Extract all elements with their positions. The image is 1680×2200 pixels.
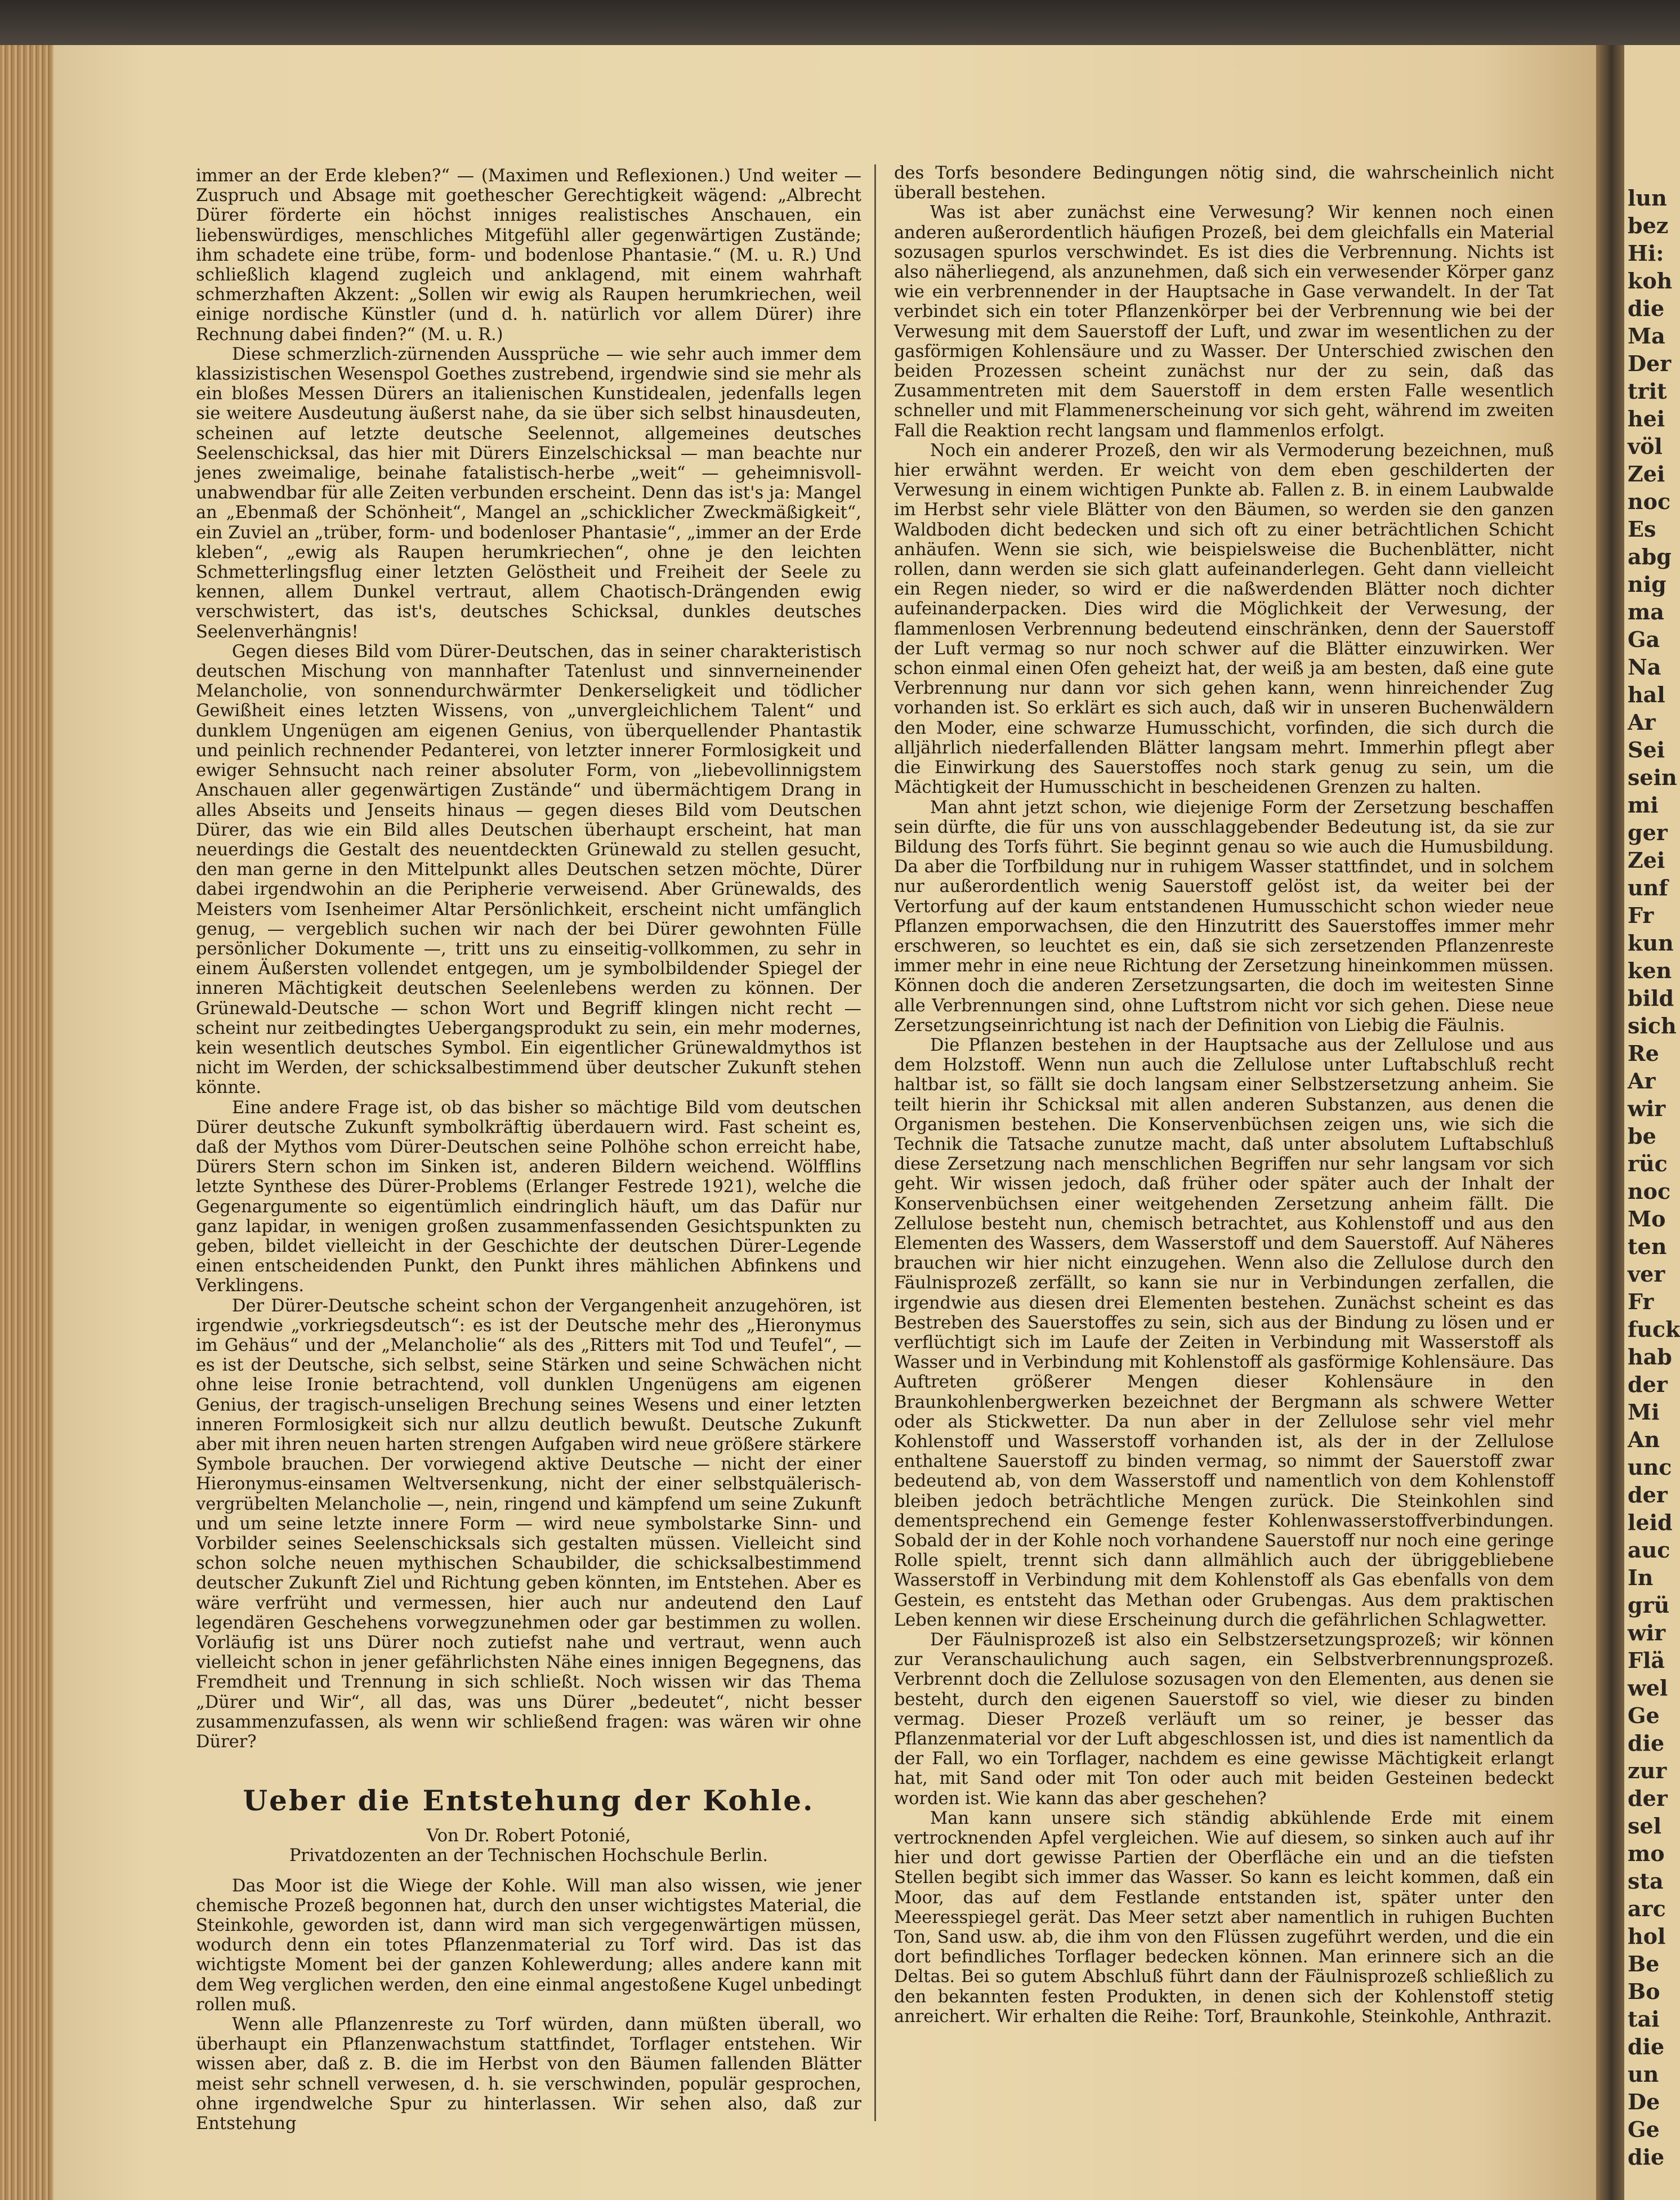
next-page-word-fragment: Sei bbox=[1628, 737, 1665, 762]
next-page-word-fragment: kun bbox=[1628, 930, 1674, 956]
next-page-word-fragment: Re bbox=[1628, 1041, 1659, 1066]
next-page-word-fragment: Ga bbox=[1628, 627, 1660, 652]
paragraph: Was ist aber zunächst eine Verwesung? Wir kennen noch einen anderen außerordentlich häufigen Prozeß, bei dem gleichfalls ein Material sozusagen spurlos verschwindet. Es ist dies die Verbrennung. Nichts ist also näherliegend, als anzunehmen, daß sich ein verwesender Körper ganz wie ein verbrennender in der Hauptsache in Gase verwandelt. In der Tat verbindet sich ein toter Pflanzenkörper bei der Verbrennung wie bei der Verwesung mit dem Sauerstoff der Luft, und zwar im wesentlichen zu der gasförmigen Kohlensäure und zu Wasser. Der Unterschied zwischen den beiden Prozessen scheint zunächst nur der zu sein, daß das Zusammentreten mit dem Sauerstoff in dem ersten Falle wesentlich schneller und mit Flammenerscheinung vor sich geht, während im zweiten Fall die Reaktion recht langsam und flammenlos erfolgt. bbox=[894, 203, 1554, 441]
next-page-word-fragment: ger bbox=[1628, 820, 1668, 845]
next-page-word-fragment: sel bbox=[1628, 1813, 1662, 1838]
next-page-word-fragment: unf bbox=[1628, 875, 1668, 900]
next-page-fragment bbox=[1624, 45, 1680, 2200]
paragraph: Man kann unsere sich ständig abkühlende Erde mit einem vertrocknenden Apfel vergleichen. Wie auf diesem, so sinken auch auf ihr hier und dort gewisse Partien der Oberfläche ein und an die tiefsten Stellen begibt sich immer das Wasser. So kann es leicht kommen, daß ein Moor, das auf dem Festlande entstanden ist, später unter den Meeresspiegel gerät. Das Meer setzt aber namentlich in ruhigen Buchten Ton, Sand usw. ab, die ihm von den Flüssen zugeführt werden, und die ein dort befindliches Torflager bedecken können. Man erinnere sich an die Deltas. Bei so gutem Abschluß führt dann der Fäulnisprozeß schließlich zu den bekannten festen Produkten, in denen sich der Kohlenstoff stetig anreichert. Wir erhalten die Reihe: Torf, Braunkohle, Steinkohle, Anthrazit. bbox=[894, 1808, 1554, 2027]
next-page-word-fragment: Ma bbox=[1628, 323, 1665, 349]
next-page-word-fragment: der bbox=[1628, 1482, 1668, 1507]
paragraph: Noch ein anderer Prozeß, den wir als Vermoderung bezeichnen, muß hier erwähnt werden. Er weicht von dem eben geschilderten der Verwesung in einem wichtigen Punkte ab. Fallen z. B. in einem Laubwalde im Herbst sehr viele Blätter von den Bäumen, so werden sie den ganzen Waldboden dicht bedecken und sich oft zu einer beträchtlichen Schicht anhäufen. Wenn sie sich, wie beispielsweise die Buchenblätter, nicht rollen, dann werden sie sich glatt aufeinanderlegen. Geht dann vielleicht ein Regen nieder, so wird er die naßwerdenden Blätter noch dichter aufeinanderpacken. Dies wird die Möglichkeit der Verwesung, der flammenlosen Verbrennung bedeutend einschränken, denn der Sauerstoff der Luft vermag so nur noch schwer auf die Blätter einzuwirken. Wer schon einmal einen Ofen geheizt hat, der weiß ja am besten, daß eine gute Verbrennung nur dann vor sich gehen kann, wenn hinreichender Zug vorhanden ist. So erklärt es sich auch, daß wir in unseren Buchenwäldern den Moder, eine schwarze Humusschicht, vorfinden, die sich durch die alljährlich niederfallenden Blätter langsam mehrt. Immerhin pflegt aber die Einwirkung des Sauerstoffes noch stark genug zu sein, um die Mächtigkeit der Humusschicht in bescheidenen Grenzen zu halten. bbox=[894, 440, 1554, 798]
next-page-word-fragment: Be bbox=[1628, 1951, 1660, 1976]
next-page-word-fragment: sta bbox=[1628, 1868, 1664, 1894]
paragraph: Die Pflanzen bestehen in der Hauptsache aus der Zellulose und aus dem Holzstoff. Wenn nun auch die Zellulose unter Luftabschluß recht haltbar ist, so fällt sie doch langsam einer Selbstzersetzung anheim. Sie teilt hierin ihr Schicksal mit allen anderen Substanzen, aus denen die Organismen bestehen. Die Konservenbüchsen zeigen uns, wie sich die Technik die Tatsache zunutze macht, daß unter absolutem Luftabschluß diese Zersetzung nach menschlichen Begriffen nur sehr langsam vor sich geht. Wir wissen jedoch, daß früher oder später auch der Inhalt der Konservenbüchsen einer weitgehenden Zersetzung anheim fällt. Die Zellulose besteht nun, chemisch betrachtet, aus Kohlenstoff und aus den Elementen des Wassers, dem Wasserstoff und dem Sauerstoff. Auf Näheres brauchen wir hier nicht einzugehen. Wenn also die Zellulose durch den Fäulnisprozeß zerfällt, so kann sie nur in Verbindungen zerfallen, die irgendwie aus diesen drei Elementen bestehen. Zunächst scheint es das Bestreben des Sauerstoffes zu sein, sich aus der Bindung zu lösen und er verflüchtigt sich im Laufe der Zeiten in Verbindung mit Wasserstoff als Wasser und in Verbindung mit Kohlenstoff als gasförmige Kohlensäure. Das Auftreten größerer Mengen dieser Kohlensäure in den Braunkohlenbergwerken bezeichnet der Bergmann als schwere Wetter oder als Stickwetter. Da nun aber in der Zellulose sehr viel mehr Kohlenstoff und Wasserstoff vorhanden ist, als der in der Zellulose enthaltene Sauerstoff zu binden vermag, so nimmt der Sauerstoff zwar bedeutend ab, von dem Wasserstoff und namentlich von dem Kohlenstoff bleiben jedoch beträchtliche Mengen zurück. Die Steinkohlen sind dementsprechend ein Gemenge fester Kohlenwasserstoffverbindungen. Sobald der in der Kohle noch vorhandene Sauerstoff nur noch eine geringe Rolle spielt, trennt sich dann allmählich auch der übriggebliebene Wasserstoff in Verbindung mit dem Kohlenstoff als Gas ebenfalls von dem Gestein, es entsteht das Methan oder Grubengas. Aus dem praktischen Leben kennen wir diese Erscheinung durch die gefährlichen Schlagwetter. bbox=[894, 1035, 1554, 1630]
next-page-word-fragment: hei bbox=[1628, 406, 1665, 431]
right-column bbox=[894, 163, 1554, 2027]
book-gutter bbox=[1596, 45, 1624, 2200]
next-page-word-fragment: Ar bbox=[1628, 709, 1656, 735]
paragraph: Gegen dieses Bild vom Dürer-Deutschen, das in seiner charakteristisch deutschen Mischung von mannhafter Tatenlust und sinnverneinender Melancholie, von sonnendurchwärmter Denkerseligkeit und tödlicher Gewißheit eines letzten Wissens, von „unvergleichlichem Talent“ und dunklem Ungenügen am eigenen Genius, von überquellender Phantastik und peinlich rechnender Pedanterei, von letzter innerer Formlosigkeit und ewiger Sehnsucht nach reiner absoluter Form, von „liebevollinnigstem Anschauen aller gegenwärtigen Zustände“ und übermächtigem Drang in alles Abseits und Jenseits hinaus — gegen dieses Bild vom Deutschen Dürer, das wie ein Bild alles Deutschen überhaupt erscheint, hat man neuerdings die Gestalt des neuentdeckten Grünewald zu stellen gesucht, den man gerne in den Mittelpunkt alles Deutschen setzen möchte, Dürer dabei irgendwohin an die Peripherie verweisend. Aber Grünewalds, des Meisters vom Isenheimer Altar Persönlichkeit, erscheint nicht umfänglich genug, — vergeblich suchen wir nach der bei Dürer gewohnten Fülle persönlicher Dokumente —, tritt uns zu einseitig-vollkommen, zu sehr in einem Äußersten vollendet entgegen, um je symbolbildender Spiegel der inneren Mächtigkeit deutschen Seelenlebens werden zu können. Der Grünewald-Deutsche — schon Wort und Begriff klingen nicht recht — scheint nur zeitbedingtes Uebergangsprodukt zu sein, ein mehr modernes, kein wesentlich deutsches Symbol. Ein eigentlicher Grünewaldmythos ist nicht im Werden, der schicksalbestimmend über deutscher Zukunft stehen könnte. bbox=[196, 641, 861, 1098]
next-page-word-fragment: nig bbox=[1628, 572, 1666, 597]
next-page-word-fragment: ver bbox=[1628, 1261, 1665, 1287]
next-page-word-fragment: die bbox=[1628, 2034, 1665, 2059]
paragraph: des Torfs besondere Bedingungen nötig sind, die wahrscheinlich nicht überall bestehen. bbox=[894, 163, 1554, 203]
next-page-word-fragment: Fr bbox=[1628, 1289, 1654, 1314]
next-page-word-fragment: rüc bbox=[1628, 1151, 1668, 1176]
next-page-word-fragment: Flä bbox=[1628, 1648, 1665, 1673]
next-page-word-fragment: fuck bbox=[1628, 1317, 1680, 1342]
next-page-word-fragment: Ar bbox=[1628, 1068, 1656, 1094]
next-page-word-fragment: Zei bbox=[1628, 847, 1665, 873]
next-page-word-fragment: Ge bbox=[1628, 2117, 1660, 2142]
next-page-word-fragment: An bbox=[1628, 1427, 1660, 1452]
next-page-word-fragment: be bbox=[1628, 1123, 1656, 1149]
left-column bbox=[196, 166, 861, 2134]
next-page-word-fragment: trit bbox=[1628, 378, 1667, 404]
next-page-word-fragment: In bbox=[1628, 1565, 1654, 1590]
next-page-word-fragment: Es bbox=[1628, 516, 1656, 542]
next-page-word-fragment: ten bbox=[1628, 1234, 1667, 1259]
next-page-word-fragment: abg bbox=[1628, 544, 1672, 569]
next-page-word-fragment: sein bbox=[1628, 765, 1677, 790]
next-page-word-fragment: bez bbox=[1628, 213, 1669, 238]
article-affiliation: Privatdozenten an der Technischen Hochschule Berlin. bbox=[289, 1846, 768, 1866]
next-page-word-fragment: tai bbox=[1628, 2006, 1660, 2032]
next-page-word-fragment: der bbox=[1628, 1372, 1668, 1397]
next-page-word-fragment: ken bbox=[1628, 958, 1672, 983]
column-divider bbox=[874, 164, 876, 2121]
next-page-word-fragment: sich bbox=[1628, 1013, 1677, 1038]
next-page-word-fragment: völ bbox=[1628, 434, 1663, 459]
paragraph: Diese schmerzlich-zürnenden Aussprüche — wie sehr auch immer dem klassizistischen Wesenspol Goethes zustrebend, irgendwie sind sie mehr als ein bloßes Messen Dürers an italienischen Kunstidealen, jedenfalls legen sie weitere Ausdeutung äußerst nahe, da sie über sich selbst hinausdeuten, scheinen auf letzte deutsche Seelennot, allgemeines deutsches Seelenschicksal, das hier mit Dürers Einzelschicksal — man beachte nur jenes zweimalige, beinahe fatalistisch-herbe „weit“ — geheimnisvoll-unabwendbar für alle Zeiten verbunden erscheint. Denn das ist's ja: Mangel an „Ebenmaß der Schönheit“, Mangel an „schicklicher Zweckmäßigkeit“, ein Zuviel an „trüber, form- und bodenloser Phantasie“, „immer an der Erde kleben“, „ewig als Raupen herumkriechen“, ohne je den leichten Schmetterlingsflug einer letzten Gelöstheit und Freiheit der Seele zu kennen, allem Dunkel vertraut, allem Chaotisch-Drängenden ewig verschwistert, das ist's, deutsches Schicksal, dunkles deutsches Seelenverhängnis! bbox=[196, 344, 861, 642]
next-page-word-fragment: mo bbox=[1628, 1841, 1665, 1866]
paragraph: Eine andere Frage ist, ob das bisher so mächtige Bild vom deutschen Dürer deutsche Zukunft symbolkräftig überdauern wird. Fast scheint es, daß der Mythos vom Dürer-Deutschen seine Polhöhe schon erreicht habe, Dürers Stern schon im Sinken ist, anderen Bildern weichend. Wölfflins letzte Synthese des Dürer-Problems (Erlanger Festrede 1921), welche die Gegenargumente so eigentümlich eindringlich häuft, um das Dafür nur ganz lapidar, in wenigen großen zusammenfassenden Gesichtspunkten zu geben, bildet vielleicht in der Geschichte der deutschen Dürer-Legende einen entscheidenden Punkt, den Punkt ihres mählichen Abfinkens und Verklingens. bbox=[196, 1097, 861, 1296]
book-top-shadow bbox=[0, 0, 1680, 51]
next-page-word-fragment: Zei bbox=[1628, 461, 1665, 487]
next-page-word-fragment: zur bbox=[1628, 1758, 1667, 1783]
next-page-word-fragment: Der bbox=[1628, 351, 1672, 376]
article-header bbox=[196, 1783, 861, 1866]
next-page-word-fragment: bild bbox=[1628, 985, 1674, 1011]
next-page-word-fragment: lun bbox=[1628, 185, 1667, 211]
next-page-word-fragment: De bbox=[1628, 2089, 1660, 2114]
paragraph: Man ahnt jetzt schon, wie diejenige Form der Zersetzung beschaffen sein dürfte, die für uns von ausschlaggebender Bedeutung ist, da sie zur Bildung des Torfs führt. Sie beginnt genau so wie auch die Humusbildung. Da aber die Torfbildung nur in ruhigem Wasser stattfindet, und in solchem nur außerordentlich wenig Sauerstoff gelöst ist, da weiter bei der Vertorfung auf der kaum entstandenen Humusschicht schon wieder neue Pflanzen emporwachsen, die den Hinzutritt des Sauerstoffes immer mehr erschweren, so leuchtet es ein, daß sie sich zersetzenden Pflanzenreste immer mehr in eine neue Richtung der Zersetzung hineinkommen müssen. Können doch die anderen Zersetzungsarten, die doch im weitesten Sinne alle Verbrennungen sind, ohne Luftstrom nicht vor sich gehen. Diese neue Zersetzungseinrichtung ist nach der Definition von Liebig die Fäulnis. bbox=[894, 797, 1554, 1036]
paragraph: Das Moor ist die Wiege der Kohle. Will man also wissen, wie jener chemische Prozeß begonnen hat, durch den unser wichtigstes Material, die Steinkohle, geworden ist, dann wird man sich vergegenwärtigen müssen, wodurch denn ein totes Pflanzenmaterial zu Torf wird. Das ist das wichtigste Moment bei der ganzen Kohlewerdung; alles andere kann mit dem Weg verglichen werden, den eine einmal angestoßene Kugel unbedingt rollen muß. bbox=[196, 1876, 861, 2015]
next-page-word-fragment: hol bbox=[1628, 1924, 1666, 1949]
next-page-word-fragment: leid bbox=[1628, 1510, 1673, 1535]
next-page-word-fragment: auc bbox=[1628, 1537, 1670, 1563]
next-page-word-fragment: noc bbox=[1628, 1179, 1671, 1204]
next-page-word-fragment: hal bbox=[1628, 682, 1665, 707]
article-byline: Von Dr. Robert Potonié, bbox=[426, 1826, 631, 1846]
paragraph: Der Fäulnisprozeß ist also ein Selbstzersetzungsprozeß; wir können zur Veranschaulichung auch sagen, ein Selbstverbrennungsprozeß. Verbrennt doch die Zellulose sozusagen von den Elementen, aus denen sie besteht, durch den eigenen Sauerstoff so viel, wie dieser zu binden vermag. Dieser Prozeß verläuft um so reiner, je besser das Pflanzenmaterial vor der Luft abgeschlossen ist, und dies ist namentlich da der Fall, wo ein Torflager, nachdem es eine gewisse Mächtigkeit erlangt hat, mit Sand oder mit Ton oder auch mit beiden Gesteinen bedeckt worden ist. Wie kann das aber geschehen? bbox=[894, 1630, 1554, 1809]
next-page-word-fragment: Ge bbox=[1628, 1703, 1660, 1728]
next-page-word-fragment: wel bbox=[1628, 1675, 1668, 1701]
paragraph: immer an der Erde kleben?“ — (Maximen und Reflexionen.) Und weiter — Zuspruch und Absage mit goethescher Gerechtigkeit wägend: „Albrecht Dürer förderte ein höchst inniges realistisches Anschauen, ein liebenswürdiges, menschliches Mitgefühl aller gegenwärtigen Zustände; ihm schadete eine trübe, form- und bodenlose Phantasie.“ (M. u. R.) Und schließlich klagend zugleich und anklagend, mit einem wahrhaft schmerzhaften Akzent: „Sollen wir ewig als Raupen herumkriechen, weil einige nordische Künstler (und d. h. natürlich vor allem Dürer) ihre Rechnung dabei finden?“ (M. u. R.) bbox=[196, 166, 861, 345]
next-page-word-fragment: ma bbox=[1628, 599, 1664, 624]
next-page-word-fragment: die bbox=[1628, 1730, 1665, 1756]
next-page-word-fragment: Na bbox=[1628, 654, 1661, 680]
next-page-word-fragment: wir bbox=[1628, 1620, 1666, 1645]
paragraph: Wenn alle Pflanzenreste zu Torf würden, dann müßten überall, wo überhaupt ein Pflanzenwachstum stattfindet, Torflager entstehen. Wir wissen aber, daß z. B. die im Herbst von den Bäumen fallenden Blätter meist sehr schnell verwesen, d. h. sie verschwinden, populär gesprochen, ohne irgendwelche Spur zu hinterlassen. Wir sehen also, daß zur Entstehung bbox=[196, 2015, 861, 2134]
next-page-word-fragment: Bo bbox=[1628, 1979, 1660, 2004]
next-page-word-fragment: noc bbox=[1628, 489, 1671, 514]
next-page-word-fragment: die bbox=[1628, 2144, 1665, 2170]
next-page-word-fragment: Mo bbox=[1628, 1206, 1666, 1231]
next-page-word-fragment: koh bbox=[1628, 268, 1673, 293]
next-page-word-fragment: grü bbox=[1628, 1592, 1670, 1618]
next-page-word-fragment: un bbox=[1628, 2061, 1659, 2087]
next-page-word-fragment: Hi: bbox=[1628, 240, 1664, 266]
next-page-word-fragment: arc bbox=[1628, 1896, 1666, 1921]
book-page-edges bbox=[0, 45, 53, 2200]
paragraph: Der Dürer-Deutsche scheint schon der Vergangenheit anzugehören, ist irgendwie „vorkriegsdeutsch“: es ist der Deutsche mehr des „Hieronymus im Gehäus“ und der „Melancholie“ als des „Ritters mit Tod und Teufel“, — es ist der Deutsche, sich selbst, seine Stärken und seine Schwächen nicht ohne leise Ironie betrachtend, voll dunklen Ungenügens am eigenen Genius, der tragisch-unseligen Brechung seines Wesens und einer letzten inneren Formlosigkeit sich nur allzu deutlich bewußt. Deutsche Zukunft aber mit ihren neuen harten strengen Aufgaben wird neue größere stärkere Symbole brauchen. Der vorwiegend aktive Deutsche — nicht der einer Hieronymus-einsamen Weltversenkung, nicht der einer selbstquälerisch-vergrübelten Melancholie —, nein, ringend und kämpfend um seine Zukunft und um seine letzte innere Form — wird neue symbolstarke Sinn- und Vorbilder seines Seelenschicksals sich gestalten müssen. Vielleicht sind schon solche neuen mythischen Schaubilder, die schicksalbestimmend deutscher Zukunft Ziel und Richtung geben könnten, im Entstehen. Aber es wäre verfrüht und vermessen, hier auch nur andeutend den Lauf legendären Geschehens vorwegzunehmen oder gar bestimmen zu wollen. Vorläufig ist uns Dürer noch zutiefst nahe und vertraut, wenn auch vielleicht schon in jener gefährlichsten Nähe eines innigen Begegnens, das Fremdheit und Trennung in sich schließt. Noch wissen wir das Thema „Dürer und Wir“, all das, was uns Dürer „bedeutet“, nicht besser zusammenzufassen, als wenn wir schließend fragen: was wären wir ohne Dürer? bbox=[196, 1296, 861, 1752]
next-page-word-fragment: hab bbox=[1628, 1344, 1672, 1369]
next-page-word-fragment: mi bbox=[1628, 792, 1659, 818]
article-title: Ueber die Entstehung der Kohle. bbox=[243, 1784, 815, 1818]
next-page-word-fragment: Fr bbox=[1628, 903, 1654, 928]
next-page-word-fragment: unc bbox=[1628, 1454, 1672, 1480]
next-page-word-fragment: die bbox=[1628, 296, 1665, 321]
next-page-word-fragment: wir bbox=[1628, 1096, 1666, 1121]
next-page-word-fragment: Mi bbox=[1628, 1399, 1660, 1425]
next-page-word-fragment: der bbox=[1628, 1786, 1668, 1811]
